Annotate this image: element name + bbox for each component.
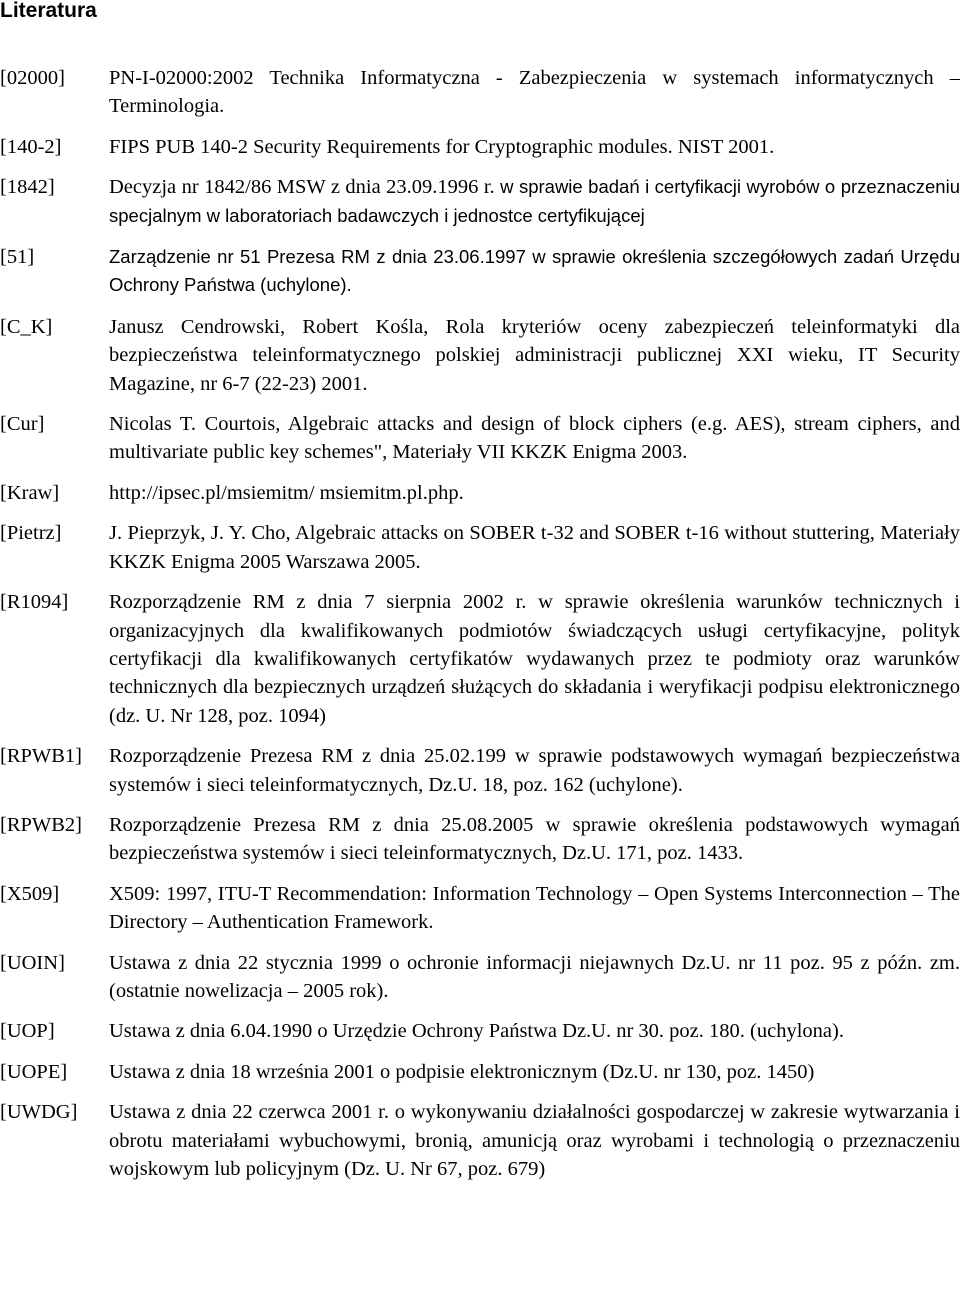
ref-text: Rozporządzenie RM z dnia 7 sierpnia 2002 r. w sprawie określenia warunków technicznych i organizacyjnych dla kwalifikowanych podmiotów świadczących usługi certyfikacyjne, polityk certyfikacji dla kwalifikowanych certyfikatów wydawanych przez te podmioty oraz warunków technicznych dla bezpiecznych urządzeń służących do składania i weryfikacji podpisu elektronicznego (dz. U. Nr 128, poz. 1094) (109, 591, 960, 727)
ref-pietrz (0, 519, 960, 576)
ref-key: [02000] (0, 67, 65, 89)
ref-key: [Kraw] (0, 481, 60, 504)
ref-text (109, 173, 960, 230)
ref-uop (0, 1017, 960, 1045)
ref-uwdg (0, 1098, 960, 1183)
reference-list (0, 64, 960, 1183)
ref-text: Nicolas T. Courtois, Algebraic attacks and design of block ciphers (e.g. AES), stream ciphers, and multivariate public key schemes", Materiały VII KKZK Enigma 2003. (109, 413, 960, 464)
ref-key: [C_K] (0, 315, 53, 338)
ref-text-title: Decyzja nr 1842/86 MSW z dnia 23.09.1996 r. (109, 176, 495, 199)
ref-key: [Cur] (0, 413, 45, 436)
ref-r1094 (0, 588, 960, 730)
ref-c-k (0, 313, 960, 398)
ref-rpwb1 (0, 742, 960, 799)
ref-02000 (0, 64, 960, 121)
ref-key: [UOPE] (0, 1060, 68, 1083)
ref-text: FIPS PUB 140-2 Security Requirements for Cryptographic modules. NIST 2001. (109, 135, 775, 158)
ref-cur (0, 410, 960, 467)
ref-key: [R1094] (0, 591, 69, 614)
ref-text: X509: 1997, ITU-T Recommendation: Information Technology – Open Systems Interconnection – The Directory – Authentication Framework. (109, 882, 960, 934)
ref-kraw (0, 479, 960, 507)
ref-text: Ustawa z dnia 22 czerwca 2001 r. o wykonywaniu działalności gospodarczej w zakresie wytwarzania i obrotu materiałami wybuchowymi, bronią, amunicją oraz wyrobami i technologią o przeznaczeniu wojskowym lub policyjnym (Dz. U. Nr 67, poz. 679) (109, 1101, 960, 1180)
ref-text: J. Pieprzyk, J. Y. Cho, Algebraic attacks on SOBER t-32 and SOBER t-16 without stuttering, Materiały KKZK Enigma 2005 Warszawa 2005. (109, 522, 960, 573)
ref-key: [UWDG] (0, 1101, 78, 1124)
ref-1842 (0, 173, 960, 230)
ref-uope (0, 1058, 960, 1086)
page-title: Literatura (0, 0, 97, 22)
ref-text-rest: w sprawie badań i certyfikacji wyrobów o przeznaczeniu specjalnym w laboratoriach badawczych i jednostce certyfikującej (109, 176, 960, 226)
ref-key: [RPWB1] (0, 745, 82, 768)
ref-key: [1842] (0, 176, 55, 199)
ref-140-2 (0, 133, 960, 161)
ref-x509 (0, 880, 960, 937)
ref-key: [RPWB2] (0, 813, 82, 836)
ref-text: Ustawa z dnia 6.04.1990 o Urzędzie Ochrony Państwa Dz.U. nr 30. poz. 180. (uchylona). (109, 1020, 844, 1043)
ref-text: Rozporządzenie Prezesa RM z dnia 25.08.2005 w sprawie określenia podstawowych wymagań bezpieczeństwa systemów i sieci teleinformatycznych, Dz.U. 171, poz. 1433. (109, 813, 960, 865)
ref-text: Rozporządzenie Prezesa RM z dnia 25.02.199 w sprawie podstawowych wymagań bezpieczeństwa systemów i sieci teleinformatycznych, Dz.U. 18, poz. 162 (uchylone). (109, 745, 960, 796)
ref-key: [UOIN] (0, 951, 65, 974)
ref-text: Ustawa z dnia 22 stycznia 1999 o ochronie informacji niejawnych Dz.U. nr 11 poz. 95 z późn. zm. (ostatnie nowelizacja – 2005 rok). (109, 951, 960, 1002)
ref-51 (0, 243, 960, 300)
ref-key: [X509] (0, 882, 60, 905)
ref-key: [51] (0, 246, 35, 269)
ref-key: [Pietrz] (0, 522, 62, 545)
ref-key: [140-2] (0, 135, 62, 158)
ref-text: Zarządzenie nr 51 Prezesa RM z dnia 23.06.1997 w sprawie określenia szczegółowych zadań Urzędu Ochrony Państwa (uchylone). (109, 246, 960, 296)
ref-text: Janusz Cendrowski, Robert Kośla, Rola kryteriów oceny zabezpieczeń teleinformatyki dla bezpieczeństwa teleinformatycznego polskiej administracji publicznej XXI wieku, IT Security Magazine, nr 6-7 (22-23) 2001. (109, 315, 960, 395)
ref-key: [UOP] (0, 1020, 55, 1043)
ref-text: Ustawa z dnia 18 września 2001 o podpisie elektronicznym (Dz.U. nr 130, poz. 1450) (109, 1060, 815, 1083)
ref-uoin (0, 949, 960, 1006)
ref-rpwb2 (0, 811, 960, 868)
ref-text: http://ipsec.pl/msiemitm/ msiemitm.pl.php. (109, 481, 464, 504)
ref-text: PN-I-02000:2002 Technika Informatyczna - Zabezpieczenia w systemach informatycznych – Terminologia. (109, 67, 960, 118)
